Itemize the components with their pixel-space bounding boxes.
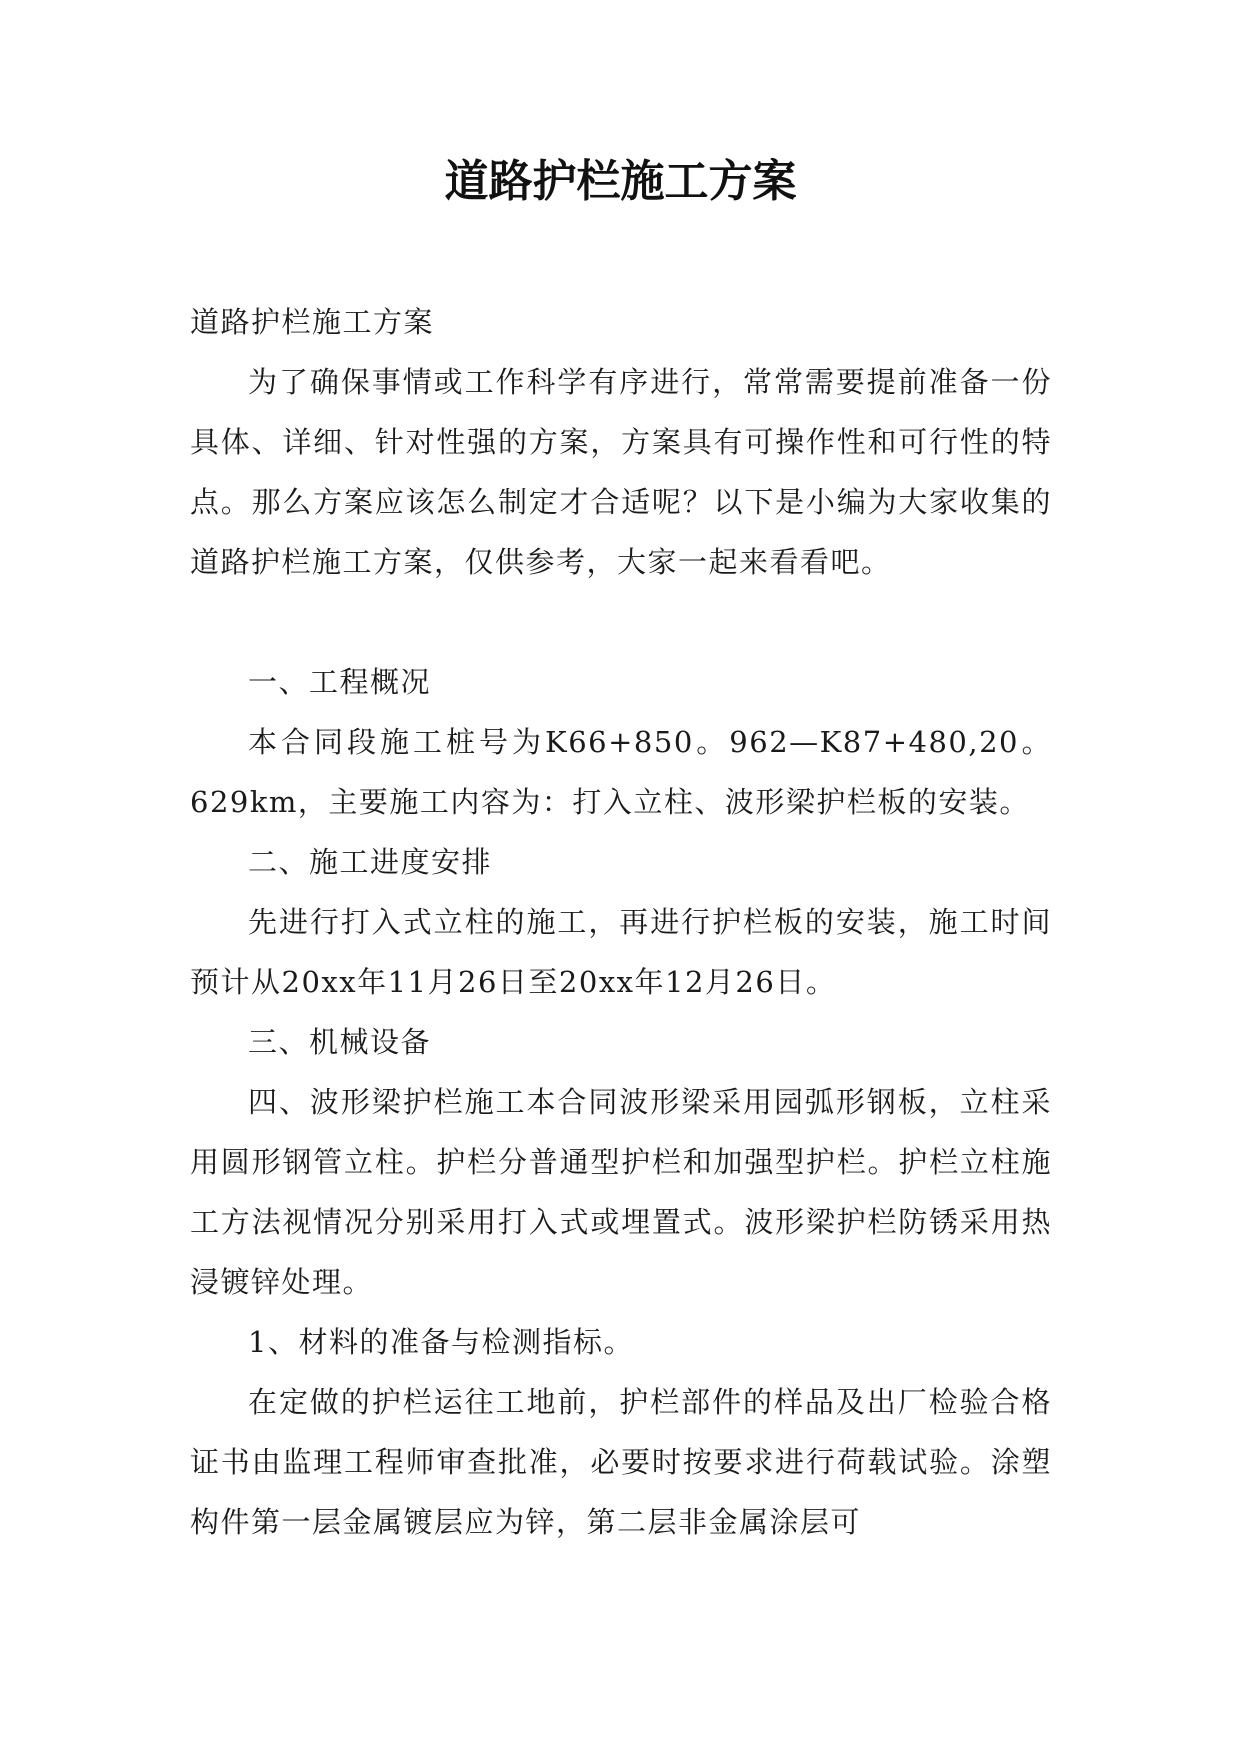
section-1-heading: 一、工程概况 [248, 665, 432, 699]
document-title: 道路护栏施工方案 [444, 156, 797, 207]
section-1-paragraph: 本合同段施工桩号为K66+850。962—K87+480,20。629km，主要施工内容为：打入立柱、波形梁护栏板的安装。 [190, 725, 1052, 819]
section-4-1-paragraph: 在定做的护栏运往工地前，护栏部件的样品及出厂检验合格证书由监理工程师审查批准，必要时按要求进行荷载试验。涂塑构件第一层金属镀层应为锌，第二层非金属涂层可 [190, 1385, 1052, 1539]
intro-paragraph: 为了确保事情或工作科学有序进行，常常需要提前准备一份具体、详细、针对性强的方案，方案具有可操作性和可行性的特点。那么方案应该怎么制定才合适呢？以下是小编为大家收集的道路护栏施工方案，仅供参考，大家一起来看看吧。 [190, 365, 1052, 579]
section-4-1-heading: 1、材料的准备与检测指标。 [248, 1325, 634, 1359]
document-body [190, 292, 1052, 1552]
section-2-heading: 二、施工进度安排 [248, 845, 493, 879]
paragraph-gap [190, 592, 1052, 652]
section-4-paragraph: 四、波形梁护栏施工本合同波形梁采用园弧形钢板，立柱采用圆形钢管立柱。护栏分普通型护栏和加强型护栏。护栏立柱施工方法视情况分别采用打入式或埋置式。波形梁护栏防锈采用热浸镀锌处理。 [190, 1085, 1052, 1299]
section-3-heading: 三、机械设备 [248, 1025, 432, 1059]
document-subtitle: 道路护栏施工方案 [190, 305, 435, 339]
section-2-paragraph: 先进行打入式立柱的施工，再进行护栏板的安装，施工时间预计从20xx年11月26日至20xx年12月26日。 [190, 905, 1052, 999]
